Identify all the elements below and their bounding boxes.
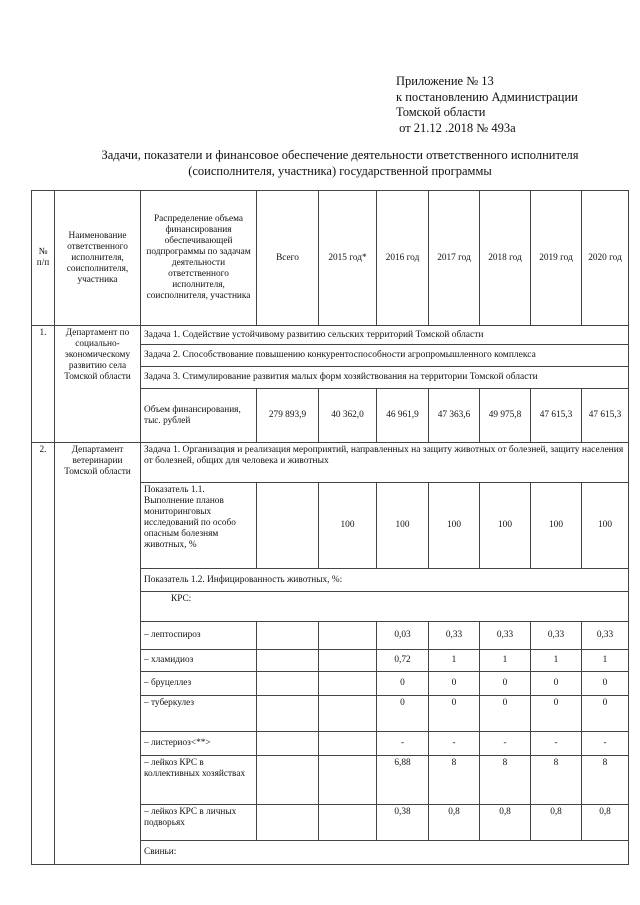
document-title	[40, 147, 640, 179]
indicator-value: 100	[480, 483, 531, 569]
task-cell: Задача 2. Способствование повышению конкурентоспособности агропромышленного комплекса	[141, 345, 629, 367]
disease-value: 0,38	[377, 805, 429, 841]
title-line: (соисполнителя, участника) государственной программы	[188, 164, 492, 178]
header-cell: № п/п	[32, 191, 55, 326]
indicator-value: 100	[429, 483, 480, 569]
header-row	[32, 191, 629, 326]
header-cell: Наименование ответственного исполнителя, соисполнителя, участника	[55, 191, 141, 326]
header-cell: 2015 год*	[319, 191, 377, 326]
funding-value: 40 362,0	[319, 389, 377, 443]
appendix-line: от 21.12 .2018 № 493а	[396, 120, 516, 135]
indicator-value: 100	[582, 483, 629, 569]
empty-cell	[257, 756, 319, 805]
disease-label: – лептоспироз	[141, 622, 257, 650]
executor-name: Департамент по социально-экономическому развитию села Томской области	[55, 326, 141, 443]
disease-value: 0,8	[429, 805, 480, 841]
disease-value: 0	[377, 696, 429, 732]
disease-value: -	[429, 732, 480, 756]
empty-cell	[319, 696, 377, 732]
row-number: 1.	[32, 326, 55, 443]
appendix-line: Приложение № 13	[396, 74, 494, 88]
empty-cell	[257, 805, 319, 841]
appendix-header	[396, 74, 578, 136]
group-label: Свиньи:	[141, 841, 629, 865]
disease-value: 0	[531, 696, 582, 732]
disease-label: – туберкулез	[141, 696, 257, 732]
disease-value: 8	[429, 756, 480, 805]
funding-value: 47 615,3	[531, 389, 582, 443]
disease-value: 0,72	[377, 650, 429, 672]
disease-value: 8	[480, 756, 531, 805]
task-cell: Задача 1. Организация и реализация мероприятий, направленных на защиту животных от болезней, защиту населения от болезней, общих для человека и животных	[141, 443, 629, 483]
header-cell: 2017 год	[429, 191, 480, 326]
title-line: Задачи, показатели и финансовое обеспечение деятельности ответственного исполнителя	[101, 148, 579, 162]
funding-value: 47 363,6	[429, 389, 480, 443]
empty-cell	[319, 756, 377, 805]
disease-value: 1	[531, 650, 582, 672]
empty-cell	[257, 732, 319, 756]
disease-label: – бруцеллез	[141, 672, 257, 696]
indicator-value: 100	[531, 483, 582, 569]
disease-value: -	[531, 732, 582, 756]
empty-cell	[319, 650, 377, 672]
header-cell: Всего	[257, 191, 319, 326]
disease-value: 8	[531, 756, 582, 805]
table-row	[32, 443, 629, 483]
disease-value: 0,33	[429, 622, 480, 650]
funding-value: 47 615,3	[582, 389, 629, 443]
table-row	[32, 326, 629, 345]
group-label: КРС:	[141, 592, 629, 622]
header-cell: 2018 год	[480, 191, 531, 326]
header-cell: 2020 год	[582, 191, 629, 326]
disease-value: 0,8	[480, 805, 531, 841]
disease-value: -	[582, 732, 629, 756]
disease-value: -	[377, 732, 429, 756]
indicator-heading: Показатель 1.2. Инфицированность животных, %:	[141, 569, 629, 592]
disease-value: 0,8	[582, 805, 629, 841]
empty-cell	[257, 483, 319, 569]
disease-value: 0,33	[582, 622, 629, 650]
header-cell: 2019 год	[531, 191, 582, 326]
appendix-line: Томской области	[396, 105, 486, 119]
row-number: 2.	[32, 443, 55, 865]
empty-cell	[257, 696, 319, 732]
disease-value: 0	[429, 672, 480, 696]
empty-cell	[319, 805, 377, 841]
empty-cell	[319, 672, 377, 696]
disease-value: 0	[480, 672, 531, 696]
program-table	[31, 190, 629, 865]
disease-label: – лейкоз КРС в личных подворьях	[141, 805, 257, 841]
disease-value: 0	[480, 696, 531, 732]
funding-value: 46 961,9	[377, 389, 429, 443]
disease-value: 1	[480, 650, 531, 672]
disease-value: 0	[582, 672, 629, 696]
disease-value: 0	[582, 696, 629, 732]
empty-cell	[257, 622, 319, 650]
task-cell: Задача 3. Стимулирование развития малых форм хозяйствования на территории Томской области	[141, 367, 629, 389]
indicator-value: 100	[319, 483, 377, 569]
disease-value: 0	[429, 696, 480, 732]
executor-name: Департамент ветеринарии Томской области	[55, 443, 141, 865]
disease-value: 1	[582, 650, 629, 672]
disease-label: – листериоз<**>	[141, 732, 257, 756]
disease-value: 1	[429, 650, 480, 672]
disease-value: 0,33	[531, 622, 582, 650]
disease-value: 0	[531, 672, 582, 696]
indicator-value: 100	[377, 483, 429, 569]
empty-cell	[257, 672, 319, 696]
disease-value: 0,33	[480, 622, 531, 650]
disease-value: 0,03	[377, 622, 429, 650]
funding-label: Объем финансирования, тыс. рублей	[141, 389, 257, 443]
funding-value: 49 975,8	[480, 389, 531, 443]
disease-value: 6,88	[377, 756, 429, 805]
task-cell: Задача 1. Содействие устойчивому развитию сельских территорий Томской области	[141, 326, 629, 345]
funding-value: 279 893,9	[257, 389, 319, 443]
disease-value: 8	[582, 756, 629, 805]
header-cell: Распределение объема финансирования обеспечивающей подпрограммы по задачам деятельности ответственного исполнителя, соисполнителя, участника	[141, 191, 257, 326]
disease-label: – хламидиоз	[141, 650, 257, 672]
indicator-label: Показатель 1.1. Выполнение планов мониторинговых исследований по особо опасным болезням животных, %	[141, 483, 257, 569]
disease-value: 0	[377, 672, 429, 696]
disease-value: 0,8	[531, 805, 582, 841]
disease-value: -	[480, 732, 531, 756]
appendix-line: к постановлению Администрации	[396, 89, 578, 104]
empty-cell	[319, 622, 377, 650]
disease-label: – лейкоз КРС в коллективных хозяйствах	[141, 756, 257, 805]
empty-cell	[257, 650, 319, 672]
empty-cell	[319, 732, 377, 756]
header-cell: 2016 год	[377, 191, 429, 326]
